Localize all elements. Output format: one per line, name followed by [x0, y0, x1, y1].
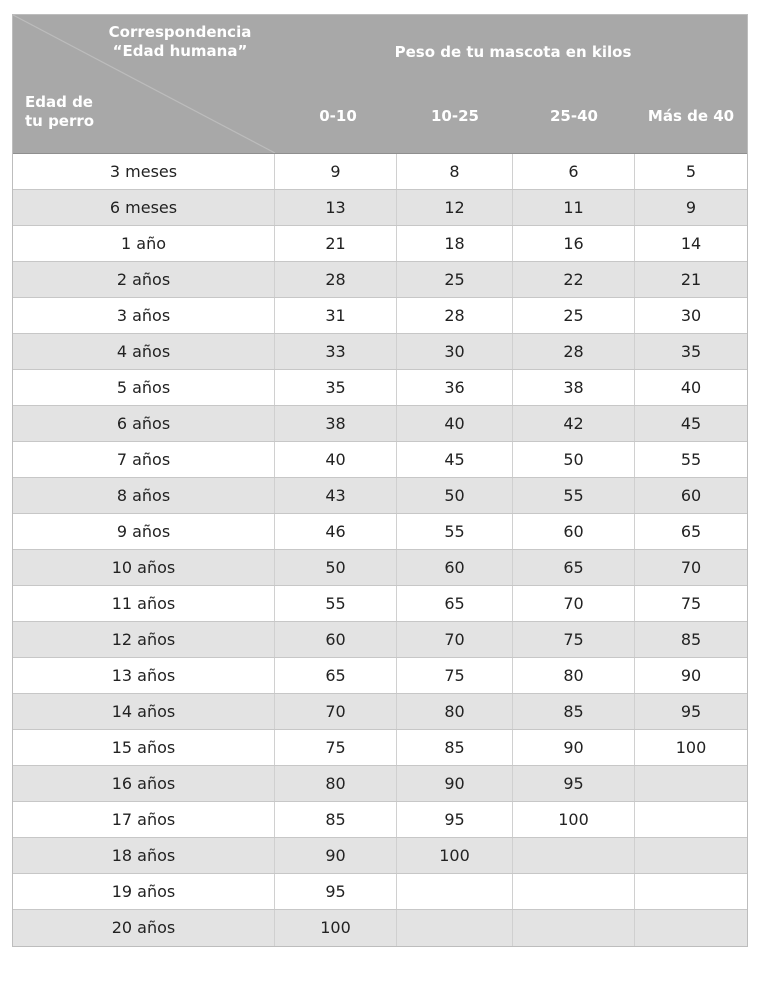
table-body: [13, 154, 747, 946]
human-age-cell: [513, 874, 635, 909]
human-age-cell: 70: [397, 622, 513, 657]
table-row: [13, 406, 747, 442]
human-age-cell: 75: [680, 594, 702, 613]
human-age-cell: 35: [275, 370, 397, 405]
human-age-cell: 70: [680, 558, 702, 577]
correspondence-line-2: “Edad humana”: [112, 42, 248, 60]
dog-age-cell: 19 años: [13, 874, 275, 909]
human-age-cell: 80: [275, 766, 397, 801]
human-age-cell: 100: [513, 802, 635, 837]
human-age-cell: 95: [513, 766, 635, 801]
weight-range-header: 25-40: [550, 107, 598, 125]
human-age-cell: 65: [397, 586, 513, 621]
human-age-cell: 55: [680, 450, 702, 469]
human-age-cell: 45: [680, 414, 702, 433]
human-age-cell: 65: [680, 522, 702, 541]
human-age-cell: 60: [680, 486, 702, 505]
weight-ranges: [279, 79, 747, 153]
human-age-cell: 5: [685, 162, 697, 181]
dog-age-cell: 13 años: [13, 658, 275, 693]
table-row: [13, 190, 747, 226]
human-age-cell: [635, 766, 747, 801]
dog-age-cell: 15 años: [13, 730, 275, 765]
dog-age-cell: 9 años: [13, 514, 275, 549]
human-age-cell: [513, 838, 635, 873]
human-age-cell: 45: [397, 442, 513, 477]
table-row: [13, 154, 747, 190]
dog-age-cell: 6 meses: [13, 190, 275, 225]
human-age-cell: 80: [513, 658, 635, 693]
human-age-cell: 95: [680, 702, 702, 721]
human-age-cell: 55: [275, 586, 397, 621]
table-row: [13, 514, 747, 550]
human-age-cell: 80: [397, 694, 513, 729]
human-age-cell: 40: [275, 442, 397, 477]
human-age-cell: 50: [275, 550, 397, 585]
human-age-cell: 100: [675, 738, 707, 757]
correspondence-line-1: Correspondencia: [108, 23, 252, 41]
dog-age-cell: 17 años: [13, 802, 275, 837]
table-row: [13, 370, 747, 406]
human-age-cell: 9: [275, 154, 397, 189]
table-row: [13, 262, 747, 298]
dog-age-cell: 1 año: [13, 226, 275, 261]
human-age-cell: 90: [513, 730, 635, 765]
human-age-cell: [635, 802, 747, 837]
dog-age-cell: 4 años: [13, 334, 275, 369]
table-row: [13, 874, 747, 910]
human-age-cell: 55: [513, 478, 635, 513]
human-age-cell: 90: [397, 766, 513, 801]
dog-age-cell: 3 años: [13, 298, 275, 333]
human-age-cell: 85: [275, 802, 397, 837]
human-age-cell: 55: [397, 514, 513, 549]
human-age-cell: 30: [397, 334, 513, 369]
human-age-cell: 28: [513, 334, 635, 369]
human-age-cell: 50: [397, 478, 513, 513]
human-age-cell: 90: [275, 838, 397, 873]
human-age-cell: 40: [680, 378, 702, 397]
human-age-cell: 85: [397, 730, 513, 765]
table-row: [13, 442, 747, 478]
human-age-cell: 100: [275, 910, 397, 946]
human-age-cell: 85: [680, 630, 702, 649]
table-row: [13, 622, 747, 658]
dog-age-cell: 18 años: [13, 838, 275, 873]
dog-age-cell: 8 años: [13, 478, 275, 513]
human-age-cell: 38: [275, 406, 397, 441]
human-age-cell: 90: [680, 666, 702, 685]
human-age-cell: [635, 874, 747, 909]
table-row: [13, 478, 747, 514]
human-age-cell: 75: [513, 622, 635, 657]
human-age-cell: 35: [680, 342, 702, 361]
human-age-cell: 50: [513, 442, 635, 477]
human-age-cell: [635, 910, 747, 946]
human-age-cell: 95: [397, 802, 513, 837]
human-age-cell: 25: [513, 298, 635, 333]
table-row: [13, 802, 747, 838]
human-age-cell: 9: [685, 198, 697, 217]
human-age-cell: 70: [275, 694, 397, 729]
table-row: [13, 586, 747, 622]
human-age-cell: 8: [397, 154, 513, 189]
human-age-cell: 85: [513, 694, 635, 729]
human-age-cell: 65: [275, 658, 397, 693]
dog-age-line-2: tu perro: [25, 112, 95, 130]
human-age-cell: 46: [275, 514, 397, 549]
dog-age-label: [25, 93, 94, 131]
dog-age-cell: 5 años: [13, 370, 275, 405]
human-age-cell: 18: [397, 226, 513, 261]
table-row: [13, 658, 747, 694]
correspondence-label: [75, 23, 285, 61]
table-row: [13, 694, 747, 730]
weight-range-header: 0-10: [319, 107, 357, 125]
human-age-cell: 11: [513, 190, 635, 225]
table-row: [13, 838, 747, 874]
human-age-cell: 75: [397, 658, 513, 693]
dog-age-cell: 3 meses: [13, 154, 275, 189]
dog-age-cell: 16 años: [13, 766, 275, 801]
human-age-cell: 36: [397, 370, 513, 405]
table-row: [13, 226, 747, 262]
human-age-cell: 43: [275, 478, 397, 513]
human-age-cell: 60: [513, 514, 635, 549]
human-age-cell: 95: [275, 874, 397, 909]
human-age-cell: 14: [680, 234, 702, 253]
dog-age-table: [12, 14, 748, 947]
human-age-cell: 60: [397, 550, 513, 585]
dog-age-cell: 14 años: [13, 694, 275, 729]
human-age-cell: 28: [275, 262, 397, 297]
table-row: [13, 730, 747, 766]
weight-range-header: 10-25: [431, 107, 479, 125]
table-row: [13, 298, 747, 334]
human-age-cell: 40: [397, 406, 513, 441]
human-age-cell: 12: [397, 190, 513, 225]
weight-range-header: Más de 40: [647, 107, 735, 125]
dog-age-cell: 10 años: [13, 550, 275, 585]
human-age-cell: 28: [397, 298, 513, 333]
table-row: [13, 550, 747, 586]
human-age-cell: 70: [513, 586, 635, 621]
dog-age-cell: 7 años: [13, 442, 275, 477]
dog-age-cell: 6 años: [13, 406, 275, 441]
human-age-cell: 65: [513, 550, 635, 585]
human-age-cell: 42: [513, 406, 635, 441]
human-age-cell: 38: [513, 370, 635, 405]
dog-age-cell: 11 años: [13, 586, 275, 621]
dog-age-cell: 20 años: [13, 910, 275, 946]
human-age-cell: 60: [275, 622, 397, 657]
human-age-cell: 21: [680, 270, 702, 289]
human-age-cell: 30: [680, 306, 702, 325]
human-age-cell: [513, 910, 635, 946]
human-age-cell: [397, 910, 513, 946]
human-age-cell: 33: [275, 334, 397, 369]
human-age-cell: 25: [397, 262, 513, 297]
table-header: [13, 15, 747, 154]
human-age-cell: 22: [513, 262, 635, 297]
human-age-cell: 21: [275, 226, 397, 261]
human-age-cell: 75: [275, 730, 397, 765]
dog-age-line-1: Edad de: [25, 93, 93, 111]
table-row: [13, 910, 747, 946]
human-age-cell: 16: [513, 226, 635, 261]
table-row: [13, 766, 747, 802]
dog-age-cell: 2 años: [13, 262, 275, 297]
table-row: [13, 334, 747, 370]
human-age-cell: 31: [275, 298, 397, 333]
human-age-cell: 13: [275, 190, 397, 225]
human-age-cell: [397, 874, 513, 909]
human-age-cell: [635, 838, 747, 873]
weight-title: Peso de tu mascota en kilos: [394, 43, 632, 61]
human-age-cell: 6: [513, 154, 635, 189]
human-age-cell: 100: [397, 838, 513, 873]
dog-age-cell: 12 años: [13, 622, 275, 657]
